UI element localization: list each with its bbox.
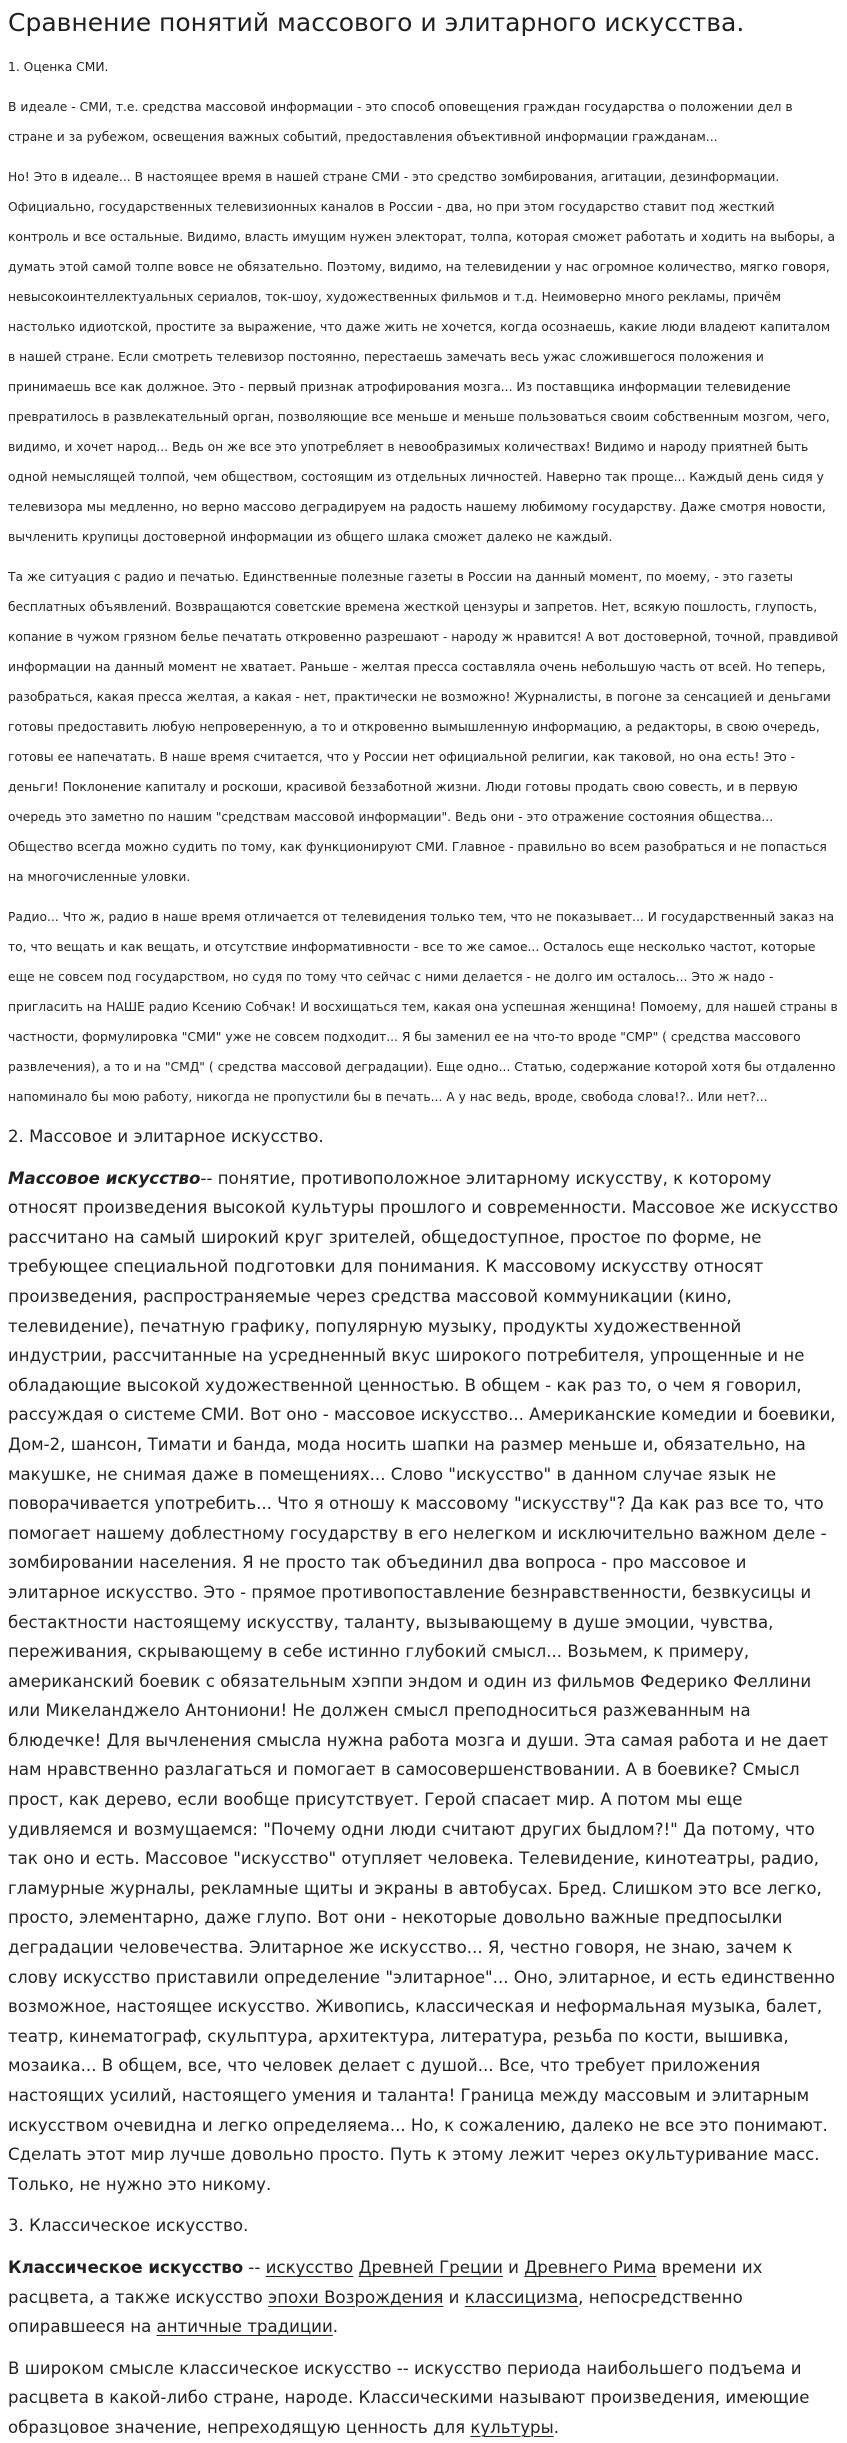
page-title: Сравнение понятий массового и элитарного искусства. [8, 8, 745, 37]
paragraph [8, 1164, 839, 2200]
paragraph: Радио... Что ж, радио в наше время отличается от телевидения только тем, что не показывает... И государственный заказ на то, что вещать и как вещать, и отсутствие информативности - все то же самое... Осталось еще несколько частот, которые еще не совсем под государством, но судя по тому что сейчас с ними делается - не долго им осталось... Это ж надо - пригласить на НАШЕ радио Ксению Собчак! И восхищаться тем, какая она успешная женщина! Помоему, для нашей страны в частности, формулировка "СМИ" уже не совсем подходит... Я бы заменил ее на что-то вроде "СМР" ( средства массового развлечения), а то и на "СМД" ( средства массовой деградации). Еще одно... Статью, содержание которой хотя бы отдаленно напоминало бы мою работу, никогда не пропустили бы в печать... А у нас ведь, вроде, свобода слова!?.. Или нет?... [8, 910, 838, 1104]
section-mass-art [8, 1122, 839, 2443]
section-heading: 2. Массовое и элитарное искусство. [8, 1127, 324, 1146]
section-heading: 3. Классическое искусство. [8, 2216, 249, 2236]
paragraph: В широком смысле классическое искусство -- искусство периода наибольшего подъема и расцвета в какой-либо стране, народе. Классическими называют произведения, имеющие образцовое значение, непреходящую ценность для культуры. [8, 2358, 810, 2437]
paragraph: Но! Это в идеале... В настоящее время в нашей стране СМИ - это средство зомбирования, агитации, дезинформации. Официально, государственных телевизионных каналов в России - два, но при этом государство ставит под жесткий контроль и все остальные. Видимо, власть имущим нужен электорат, толпа, которая сможет работать и ходить на выборы, а думать этой самой толпе вовсе не обязательно. Поэтому, видимо, на телевидении у нас огромное количество, мягко говоря, невысокоинтеллектуальных сериалов, ток-шоу, художественных фильмов и т.д. Неимоверно много рекламы, причём настолько идиотской, простите за выражение, что даже жить не хочется, когда осознаешь, какие люди владеют капиталом в нашей стране. Если смотреть телевизор постоянно, перестаешь замечать весь ужас сложившегося положения и принимаешь все как должное. Это - первый признак атрофирования мозга... Из поставщика информации телевидение превратилось в развлекательный орган, позволяющие все меньше и меньше пользоваться своим собственным мозгом, чего, видимо, и хочет народ... Ведь он же все это употребляет в невообразимых количествах! Видимо и народу приятней быть одной немыслящей толпой, чем обществом, состоящим из отдельных личностей. Наверно так проще... Каждый день сидя у телевизора мы медленно, но верно массово деградируем на радость нашему любимому государству. Даже смотря новости, вычленить крупицы достоверной информации из общего шлака сможет далеко не каждый. [8, 170, 836, 544]
link-ancient-rome[interactable]: Древнего Рима [524, 2257, 657, 2277]
link-art[interactable]: искусство [265, 2257, 354, 2277]
paragraph: В идеале - СМИ, т.е. средства массовой информации - это способ оповещения граждан государства о положении дел в стране и за рубежом, освещения важных событий, предоставления объективной информации гражданам... [8, 100, 793, 144]
link-culture[interactable]: культуры [470, 2417, 554, 2437]
link-antique-traditions[interactable]: античные традиции [156, 2317, 333, 2337]
term-classic-art: Классическое искусство [8, 2257, 244, 2277]
link-renaissance[interactable]: эпохи Возрождения [268, 2287, 444, 2307]
link-ancient-greece[interactable]: Древней Греции [358, 2257, 503, 2277]
section-heading: 1. Оценка СМИ. [8, 60, 109, 74]
term-mass-art: Массовое искусство [8, 1168, 201, 1188]
link-classicism[interactable]: классицизма [464, 2287, 579, 2307]
paragraph-body: -- понятие, противоположное элитарному искусству, к которому относят произведения высокой культуры прошлого и современности. Массовое же искусство рассчитано на самый широкий круг зрителей, общедоступное, простое по форме, не требующее специальной подготовки для понимания. К массовому искусству относят произведения, распространяемые через средства массовой коммуникации (кино, телевидение), печатную графику, популярную музыку, продукты художественной индустрии, рассчитанные на усредненный вкус широкого потребителя, упрощенные и не обладающие высокой художественной ценностью. В общем - как раз то, о чем я говорил, рассуждая о системе СМИ. Вот оно - массовое искусство... Американские комедии и боевики, Дом-2, шансон, Тимати и банда, мода носить шапки на размер меньше и, обязательно, на макушке, не снимая даже в помещениях... Слово "искусство" в данном случае язык не поворачивается употребить... Что я отношу к массовому "искусству"? Да как раз все то, что помогает нашему доблестному государству в его нелегком и исключительно важном деле - зомбировании населения. Я не просто так объединил два вопроса - про массовое и элитарное искусство. Это - прямое противопоставление безнравственности, безвкусицы и бестактности настоящему искусству, таланту, вызывающему в душе эмоции, чувства, переживания, скрывающему в себе истинно глубокий смысл... Возьмем, к примеру, американский боевик с обязательным хэппи эндом и один из фильмов Федерико Феллини или Микеланджело Антониони! Не должен смысл преподноситься разжеванным на блюдечке! Для вычленения смысла нужна работа мозга и души. Эта самая работа и не дает нам нравственно разлагаться и помогает в самосовершенствовании. А в боевике? Смысл прост, как дерево, если вообще присутствует. Герой спасает мир. А потом мы еще удивляемся и возмущаемся: "Почему одни люди считают других быдлом?!" Да потому, что так оно и есть. Массовое "искусство" отупляет человека. Телевидение, кинотеатры, радио, гламурные журналы, рекламные щиты и экраны в автобусах. Бред. Слишком это все легко, просто, элементарно, даже глупо. Вот они - некоторые довольно важные предпосылки деградации человечества. Элитарное же искусство... Я, честно говоря, не знаю, зачем к слову искусство приставили определение "элитарное"... Оно, элитарное, и есть единственно возможное, настоящее искусство. Живопись, классическая и неформальная музыка, балет, театр, кинематограф, скульптура, архитектура, литература, резьба по кости, вышивка, мозаика... В общем, все, что человек делает с душой... Все, что требует приложения настоящих усилий, настоящего умения и таланта! Граница между массовым и элитарным искусством очевидна и легко определяема... Но, к сожалению, далеко не все это понимают. Сделать этот мир лучше довольно просто. Путь к этому лежит через окультуривание масс. Только, не нужно это никому. [8, 1168, 839, 2194]
paragraph: Классическое искусство -- искусство Древней Греции и Древнего Рима времени их расцвета, а также искусство эпохи Возрождения и классицизма, непосредственно опиравшееся на античные традиции. [8, 2257, 763, 2337]
paragraph: Та же ситуация с радио и печатью. Единственные полезные газеты в России на данный момент, по моему, - это газеты бесплатных объявлений. Возвращаются советские времена жесткой цензуры и запретов. Нет, всякую пошлость, глупость, копание в чужом грязном белье печатать откровенно разрешают - народу ж нравится! А вот достоверной, точной, правдивой информации на данный момент не хватает. Раньше - желтая пресса составляла очень небольшую часть от всей. Но теперь, разобраться, какая пресса желтая, а какая - нет, практически не возможно! Журналисты, в погоне за сенсацией и деньгами готовы предоставить любую непроверенную, а то и откровенно вымышленную информацию, а редакторы, в свою очередь, готовы ее напечатать. В наше время считается, что у России нет официальной религии, как таковой, но она есть! Это - деньги! Поклонение капиталу и роскоши, красивой беззаботной жизни. Люди готовы продать свою совесть, и в первую очередь это заметно по нашим "средствам массовой информации". Ведь они - это отражение состояния общества... Общество всегда можно судить по тому, как функционируют СМИ. Главное - правильно во всем разобраться и не попасться на многочисленные уловки. [8, 570, 839, 884]
section-media [8, 52, 839, 1112]
